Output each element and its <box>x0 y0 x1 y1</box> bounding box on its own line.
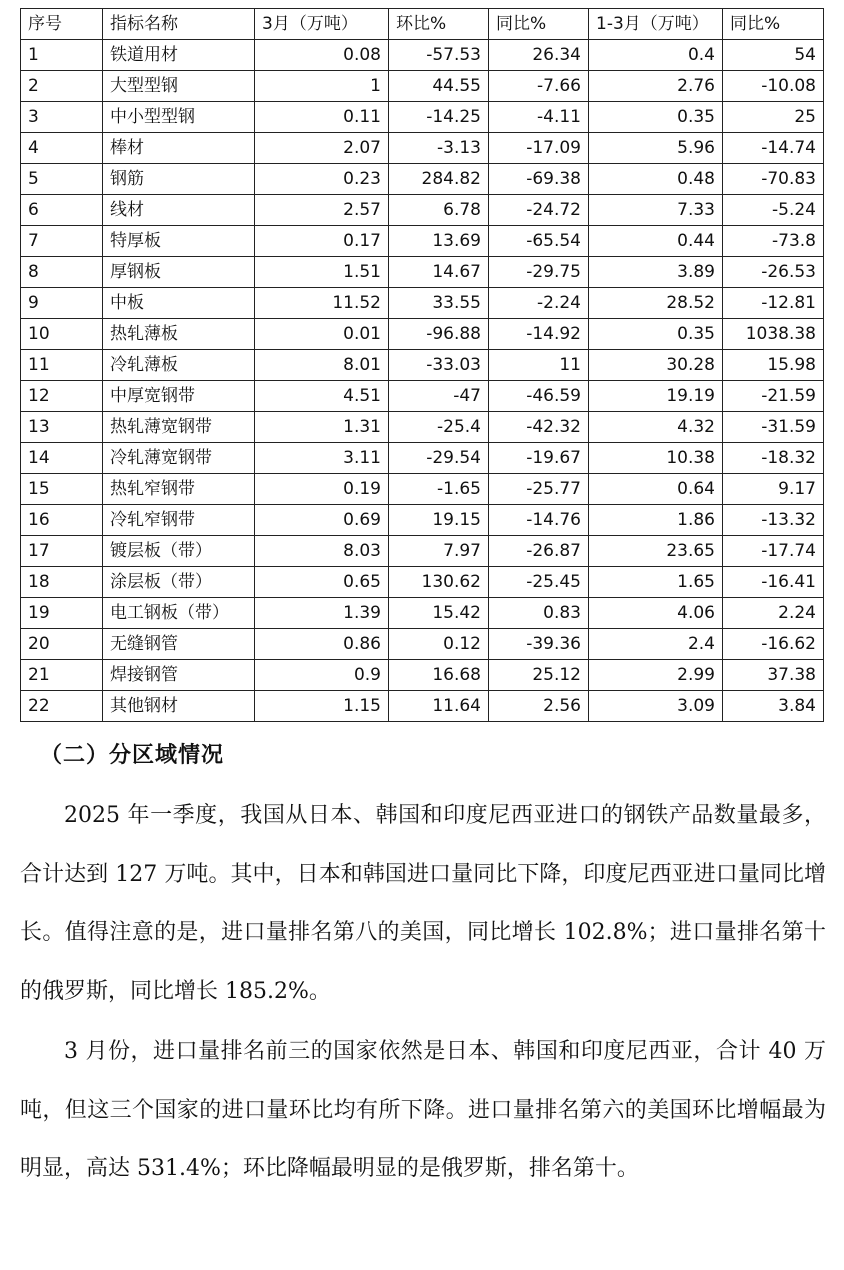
cell-mom: -29.54 <box>389 443 489 474</box>
cell-index: 20 <box>21 629 103 660</box>
paragraph-q1-summary: 2025 年一季度，我国从日本、韩国和印度尼西亚进口的钢铁产品数量最多，合计达到 127 万吨。其中，日本和韩国进口量同比下降，印度尼西亚进口量同比增长。值得注意的是，进口量排名第八的美国，同比增长 102.8%；进口量排名第十的俄罗斯，同比增长 185.2%。 <box>20 803 826 1004</box>
cell-name: 冷轧窄钢带 <box>103 505 255 536</box>
cell-name: 中小型型钢 <box>103 102 255 133</box>
cell-q1: 2.76 <box>589 71 723 102</box>
cell-mom: -96.88 <box>389 319 489 350</box>
cell-index: 18 <box>21 567 103 598</box>
cell-name: 热轧窄钢带 <box>103 474 255 505</box>
cell-yoy: -14.76 <box>489 505 589 536</box>
cell-mom: -1.65 <box>389 474 489 505</box>
cell-index: 14 <box>21 443 103 474</box>
cell-q1: 5.96 <box>589 133 723 164</box>
header-cell-q1-yoy: 同比% <box>723 9 824 40</box>
cell-q1: 0.35 <box>589 319 723 350</box>
cell-yoy: 2.56 <box>489 691 589 722</box>
cell-yoy: -46.59 <box>489 381 589 412</box>
cell-q1: 23.65 <box>589 536 723 567</box>
paragraph-march-summary: 3 月份，进口量排名前三的国家依然是日本、韩国和印度尼西亚，合计 40 万吨，但这三个国家的进口量环比均有所下降。进口量排名第六的美国环比增幅最为明显，高达 531.4%；环比降幅最明显的是俄罗斯，排名第十。 <box>20 1039 826 1181</box>
cell-q1: 0.35 <box>589 102 723 133</box>
cell-index: 22 <box>21 691 103 722</box>
header-cell-mom: 环比% <box>389 9 489 40</box>
cell-yoy: -19.67 <box>489 443 589 474</box>
cell-q1: 19.19 <box>589 381 723 412</box>
cell-index: 19 <box>21 598 103 629</box>
cell-yoy: 25.12 <box>489 660 589 691</box>
cell-q1: 0.4 <box>589 40 723 71</box>
cell-name: 热轧薄宽钢带 <box>103 412 255 443</box>
cell-index: 3 <box>21 102 103 133</box>
steel-import-table-wrapper <box>20 8 823 722</box>
cell-index: 10 <box>21 319 103 350</box>
cell-march: 0.69 <box>255 505 389 536</box>
cell-mom: -33.03 <box>389 350 489 381</box>
cell-name: 热轧薄板 <box>103 319 255 350</box>
cell-q1-yoy: 2.24 <box>723 598 824 629</box>
table-row <box>21 660 824 691</box>
cell-name: 其他钢材 <box>103 691 255 722</box>
cell-march: 0.01 <box>255 319 389 350</box>
cell-q1: 10.38 <box>589 443 723 474</box>
table-row <box>21 40 824 71</box>
cell-index: 13 <box>21 412 103 443</box>
cell-index: 4 <box>21 133 103 164</box>
cell-yoy: -2.24 <box>489 288 589 319</box>
cell-mom: -47 <box>389 381 489 412</box>
table-header-row <box>21 9 824 40</box>
cell-march: 2.07 <box>255 133 389 164</box>
cell-q1: 30.28 <box>589 350 723 381</box>
cell-q1: 28.52 <box>589 288 723 319</box>
cell-march: 0.08 <box>255 40 389 71</box>
table-row <box>21 133 824 164</box>
cell-q1-yoy: -70.83 <box>723 164 824 195</box>
table-row <box>21 319 824 350</box>
cell-yoy: -17.09 <box>489 133 589 164</box>
cell-name: 大型型钢 <box>103 71 255 102</box>
cell-yoy: -69.38 <box>489 164 589 195</box>
cell-q1: 0.64 <box>589 474 723 505</box>
table-body <box>21 40 824 722</box>
cell-q1-yoy: -5.24 <box>723 195 824 226</box>
cell-mom: 13.69 <box>389 226 489 257</box>
cell-q1-yoy: -21.59 <box>723 381 824 412</box>
table-row <box>21 567 824 598</box>
cell-name: 涂层板（带） <box>103 567 255 598</box>
cell-index: 1 <box>21 40 103 71</box>
cell-name: 中板 <box>103 288 255 319</box>
cell-name: 厚钢板 <box>103 257 255 288</box>
cell-march: 0.65 <box>255 567 389 598</box>
header-cell-name: 指标名称 <box>103 9 255 40</box>
cell-name: 电工钢板（带） <box>103 598 255 629</box>
cell-q1: 2.99 <box>589 660 723 691</box>
cell-march: 0.86 <box>255 629 389 660</box>
cell-q1-yoy: -31.59 <box>723 412 824 443</box>
steel-import-table <box>20 8 824 722</box>
cell-index: 9 <box>21 288 103 319</box>
cell-march: 11.52 <box>255 288 389 319</box>
cell-q1-yoy: -14.74 <box>723 133 824 164</box>
cell-mom: 15.42 <box>389 598 489 629</box>
cell-yoy: 0.83 <box>489 598 589 629</box>
cell-q1-yoy: 1038.38 <box>723 319 824 350</box>
cell-mom: 7.97 <box>389 536 489 567</box>
cell-index: 15 <box>21 474 103 505</box>
cell-name: 无缝钢管 <box>103 629 255 660</box>
cell-mom: 284.82 <box>389 164 489 195</box>
cell-march: 0.11 <box>255 102 389 133</box>
table-row <box>21 195 824 226</box>
header-cell-yoy: 同比% <box>489 9 589 40</box>
cell-name: 棒材 <box>103 133 255 164</box>
cell-index: 16 <box>21 505 103 536</box>
cell-mom: 11.64 <box>389 691 489 722</box>
table-row <box>21 629 824 660</box>
cell-march: 8.01 <box>255 350 389 381</box>
table-row <box>21 412 824 443</box>
cell-index: 6 <box>21 195 103 226</box>
cell-yoy: -14.92 <box>489 319 589 350</box>
cell-yoy: 26.34 <box>489 40 589 71</box>
cell-yoy: -24.72 <box>489 195 589 226</box>
cell-yoy: -39.36 <box>489 629 589 660</box>
table-row <box>21 474 824 505</box>
cell-march: 1.39 <box>255 598 389 629</box>
cell-q1: 2.4 <box>589 629 723 660</box>
cell-name: 中厚宽钢带 <box>103 381 255 412</box>
cell-name: 线材 <box>103 195 255 226</box>
cell-q1-yoy: -12.81 <box>723 288 824 319</box>
cell-march: 0.9 <box>255 660 389 691</box>
cell-q1: 3.89 <box>589 257 723 288</box>
cell-q1-yoy: -17.74 <box>723 536 824 567</box>
cell-index: 5 <box>21 164 103 195</box>
cell-yoy: 11 <box>489 350 589 381</box>
cell-q1: 3.09 <box>589 691 723 722</box>
header-cell-march: 3月（万吨） <box>255 9 389 40</box>
cell-mom: 14.67 <box>389 257 489 288</box>
cell-march: 0.23 <box>255 164 389 195</box>
cell-march: 0.19 <box>255 474 389 505</box>
table-row <box>21 691 824 722</box>
table-row <box>21 164 824 195</box>
cell-q1-yoy: -26.53 <box>723 257 824 288</box>
table-row <box>21 443 824 474</box>
table-row <box>21 71 824 102</box>
cell-q1-yoy: 3.84 <box>723 691 824 722</box>
cell-yoy: -25.77 <box>489 474 589 505</box>
cell-name: 铁道用材 <box>103 40 255 71</box>
cell-march: 1.51 <box>255 257 389 288</box>
cell-q1: 0.44 <box>589 226 723 257</box>
cell-mom: 33.55 <box>389 288 489 319</box>
cell-q1-yoy: 54 <box>723 40 824 71</box>
table-row <box>21 288 824 319</box>
cell-index: 12 <box>21 381 103 412</box>
cell-march: 1.31 <box>255 412 389 443</box>
cell-mom: -14.25 <box>389 102 489 133</box>
cell-march: 8.03 <box>255 536 389 567</box>
cell-index: 11 <box>21 350 103 381</box>
cell-march: 1 <box>255 71 389 102</box>
cell-index: 8 <box>21 257 103 288</box>
cell-q1-yoy: -16.62 <box>723 629 824 660</box>
cell-q1-yoy: 25 <box>723 102 824 133</box>
section-heading: （二）分区域情况 <box>40 742 225 768</box>
cell-yoy: -25.45 <box>489 567 589 598</box>
cell-name: 特厚板 <box>103 226 255 257</box>
cell-march: 2.57 <box>255 195 389 226</box>
cell-march: 0.17 <box>255 226 389 257</box>
cell-q1: 7.33 <box>589 195 723 226</box>
cell-march: 3.11 <box>255 443 389 474</box>
cell-index: 17 <box>21 536 103 567</box>
cell-name: 焊接钢管 <box>103 660 255 691</box>
cell-q1-yoy: -18.32 <box>723 443 824 474</box>
cell-name: 冷轧薄板 <box>103 350 255 381</box>
cell-yoy: -42.32 <box>489 412 589 443</box>
cell-name: 冷轧薄宽钢带 <box>103 443 255 474</box>
cell-q1: 0.48 <box>589 164 723 195</box>
cell-yoy: -4.11 <box>489 102 589 133</box>
cell-name: 钢筋 <box>103 164 255 195</box>
cell-mom: 0.12 <box>389 629 489 660</box>
cell-q1-yoy: 9.17 <box>723 474 824 505</box>
cell-march: 4.51 <box>255 381 389 412</box>
cell-q1: 1.86 <box>589 505 723 536</box>
header-cell-index: 序号 <box>21 9 103 40</box>
cell-q1: 4.06 <box>589 598 723 629</box>
cell-mom: 130.62 <box>389 567 489 598</box>
table-row <box>21 505 824 536</box>
table-row <box>21 350 824 381</box>
cell-index: 21 <box>21 660 103 691</box>
cell-q1-yoy: -13.32 <box>723 505 824 536</box>
cell-yoy: -26.87 <box>489 536 589 567</box>
cell-mom: -25.4 <box>389 412 489 443</box>
cell-q1-yoy: -73.8 <box>723 226 824 257</box>
cell-q1-yoy: 37.38 <box>723 660 824 691</box>
cell-mom: 16.68 <box>389 660 489 691</box>
cell-q1: 1.65 <box>589 567 723 598</box>
cell-yoy: -65.54 <box>489 226 589 257</box>
table-row <box>21 257 824 288</box>
cell-index: 7 <box>21 226 103 257</box>
table-row <box>21 536 824 567</box>
cell-yoy: -7.66 <box>489 71 589 102</box>
cell-mom: 44.55 <box>389 71 489 102</box>
table-row <box>21 226 824 257</box>
cell-mom: 6.78 <box>389 195 489 226</box>
table-row <box>21 381 824 412</box>
table-row <box>21 102 824 133</box>
cell-mom: 19.15 <box>389 505 489 536</box>
cell-march: 1.15 <box>255 691 389 722</box>
cell-index: 2 <box>21 71 103 102</box>
cell-mom: -3.13 <box>389 133 489 164</box>
cell-q1-yoy: -10.08 <box>723 71 824 102</box>
table-row <box>21 598 824 629</box>
cell-yoy: -29.75 <box>489 257 589 288</box>
header-cell-q1: 1-3月（万吨） <box>589 9 723 40</box>
cell-q1-yoy: 15.98 <box>723 350 824 381</box>
cell-mom: -57.53 <box>389 40 489 71</box>
cell-q1-yoy: -16.41 <box>723 567 824 598</box>
cell-name: 镀层板（带） <box>103 536 255 567</box>
cell-q1: 4.32 <box>589 412 723 443</box>
